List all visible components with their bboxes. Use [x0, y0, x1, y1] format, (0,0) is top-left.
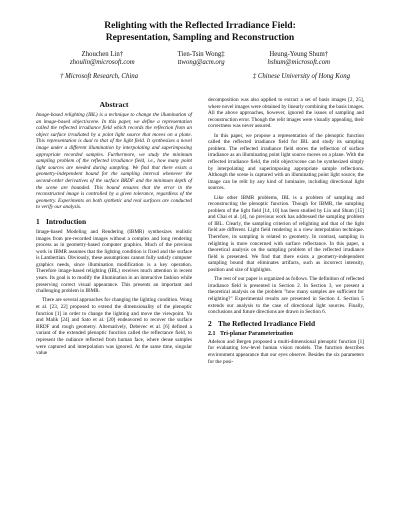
- subsection-title: Tri-planar Parameterization: [220, 330, 293, 337]
- author-name: Tien-Tsin Wong‡: [177, 51, 225, 58]
- title-line-1: Relighting with the Reflected Irradiance Field:: [104, 20, 296, 31]
- affiliations: [60, 73, 350, 80]
- section-title: Introduction: [46, 216, 87, 226]
- body-paragraph: Like other IBMR problems, IBL is a problem of sampling and reconstructing the plenoptic function. Though for IBMR, the sampling problem of the light field [14, 10] has been studied by Lin and Shum [15] and Chai et al. [4], no previous work has addressed the sampling problem of IBL. Clearly, the sampling criterion of relighting and that of the light field are different. Light field rendering is a view interpolation technique. Therefore, its sampling is related to geometry. In contrast, sampling in relighting is more concerned with surface reflectance. In this paper, a theoretical analysis on the sampling problem of the reflected irradiance field is presented. We find that there exists a geometry-independent sampling bound that eliminates artifacts, such as incorrect intensity, position and size of highlights.: [208, 194, 364, 274]
- affiliation-cuhk: ‡ Chinese University of Hong Kong: [252, 73, 350, 80]
- author-name: Heung-Yeung Shum†: [269, 51, 329, 58]
- author-block: [70, 51, 135, 67]
- body-paragraph: The rest of our paper is organized as follows. The definition of reflected irradiance field is presented in Section 2. In Section 3, we present a theoretical analysis on the problem "how many samples are sufficient for relighting?" Experimental results are presented in Section 4. Section 5 extends our analysis to the case of directional light sources. Finally, conclusions and future directions are drawn in Section 6.: [208, 276, 364, 316]
- section-number: 1: [36, 216, 40, 226]
- section-title: The Reflected Irradiance Field: [218, 318, 316, 328]
- section-heading-reflected-irradiance-field: [208, 319, 364, 328]
- body-paragraph: Image-based Modeling and Rendering (IBMR) synthesizes realistic images from pre-recorded images without a complex and long rendering process as in geometry-based computer graphics. Much of the previous work in IBMR assumes that the lighting condition is fixed and the surface is Lambertian. Obviously, these assumptions cannot fully satisfy computer graphics needs, since illumination modification is a key operation. Therefore image-based relighting (IBL) receives much attention in recent years. Its goal is to modify the illumination in an interactive fashion while preserving correct visual appearance. This presents an important and challenging problem in IBMR.: [36, 228, 192, 295]
- subsection-heading-tri-planar: [208, 331, 364, 338]
- section-heading-introduction: [36, 217, 192, 226]
- paper-title: [40, 20, 360, 44]
- right-column: [208, 97, 364, 368]
- author-email: hshum@microsoft.com: [267, 59, 330, 66]
- author-name: Zhouchen Lin†: [81, 51, 124, 58]
- author-block: [268, 51, 330, 67]
- body-paragraph: decomposition was also applied to extract a set of basis images [2, 25], where novel images were obtained by linearly combining the basis images. All the above approaches, however, ignored the issues of sampling and reconstruction error. Though the relit images were visually appealing, their correctness was never assured.: [208, 97, 364, 130]
- abstract-text: Image-based relighting (IBL) is a technique to change the illumination of an image-based object/scene. In this paper, we define a representation called the reflected irradiance field which records the reflection from an object surface irradiated by a point light source that moves on a plane. This representation is dual to that of the light field. It synthesizes a novel image under a different illumination by interpolating and superimposing appropriate recorded samples. Furthermore, we study the minimum sampling problem of the reflected irradiance field, i.e., how many point light sources are needed during sampling. We find that there exists a geometry-independent bound for the sampling interval whenever the second-order derivatives of the surface BRDF and the minimum depth of the scene are bounded. This bound ensures that the error in the reconstructed image is controlled by a given tolerance, regardless of the geometry. Experiments on both synthetic and real surfaces are conducted to verify our analysis.: [36, 112, 192, 211]
- subsection-number: 2.1: [208, 330, 216, 337]
- section-number: 2: [208, 318, 212, 328]
- author-list: [70, 51, 330, 67]
- title-line-2: Representation, Sampling and Reconstruction: [105, 32, 295, 43]
- author-email: ttwong@acm.org: [177, 59, 225, 66]
- left-column: [36, 100, 192, 359]
- body-paragraph: In this paper, we propose a representation of the plenoptic function called the reflected irradiance field for IBL and study its sampling problem. The reflected irradiance field stores the reflection of surface irradiance as an illuminating point light source moves on a plane. With the reflected irradiance field, the relit object/scene can be synthesized simply by interpolating and superimposing appropriate sample reflections. Although the scene is captured with an illuminating point light source, the image can be relit by any kind of luminaire, including directional light sources.: [208, 132, 364, 192]
- affiliation-microsoft: † Microsoft Research, China: [60, 73, 139, 80]
- abstract-heading: Abstract: [99, 100, 129, 109]
- body-paragraph: There are several approaches for changing the lighting condition. Wong et al. [23, 22] proposed to extend the dimensionality of the plenoptic function [1] in order to change the lighting and move the viewpoint. Yu and Malik [24] and Sato et al. [20] endeavored to recover the surface BRDF and rough geometry. Alternatively, Debevec et al. [6] defined a variant of the extended plenoptic function called the reflectance field, to represent the radiance reflected from human face, where dense samples were captured and interpolation was ignored. At the same time, singular value: [36, 297, 192, 357]
- author-email: zhoulin@microsoft.com: [70, 59, 135, 66]
- body-paragraph: Adelson and Bergen proposed a multi-dimensional plenoptic function [1] for evaluating low-level human vision models. The function describes environment appearance that our eyes observe. Besides the six parameters for the posi-: [208, 338, 364, 365]
- author-block: [178, 51, 225, 67]
